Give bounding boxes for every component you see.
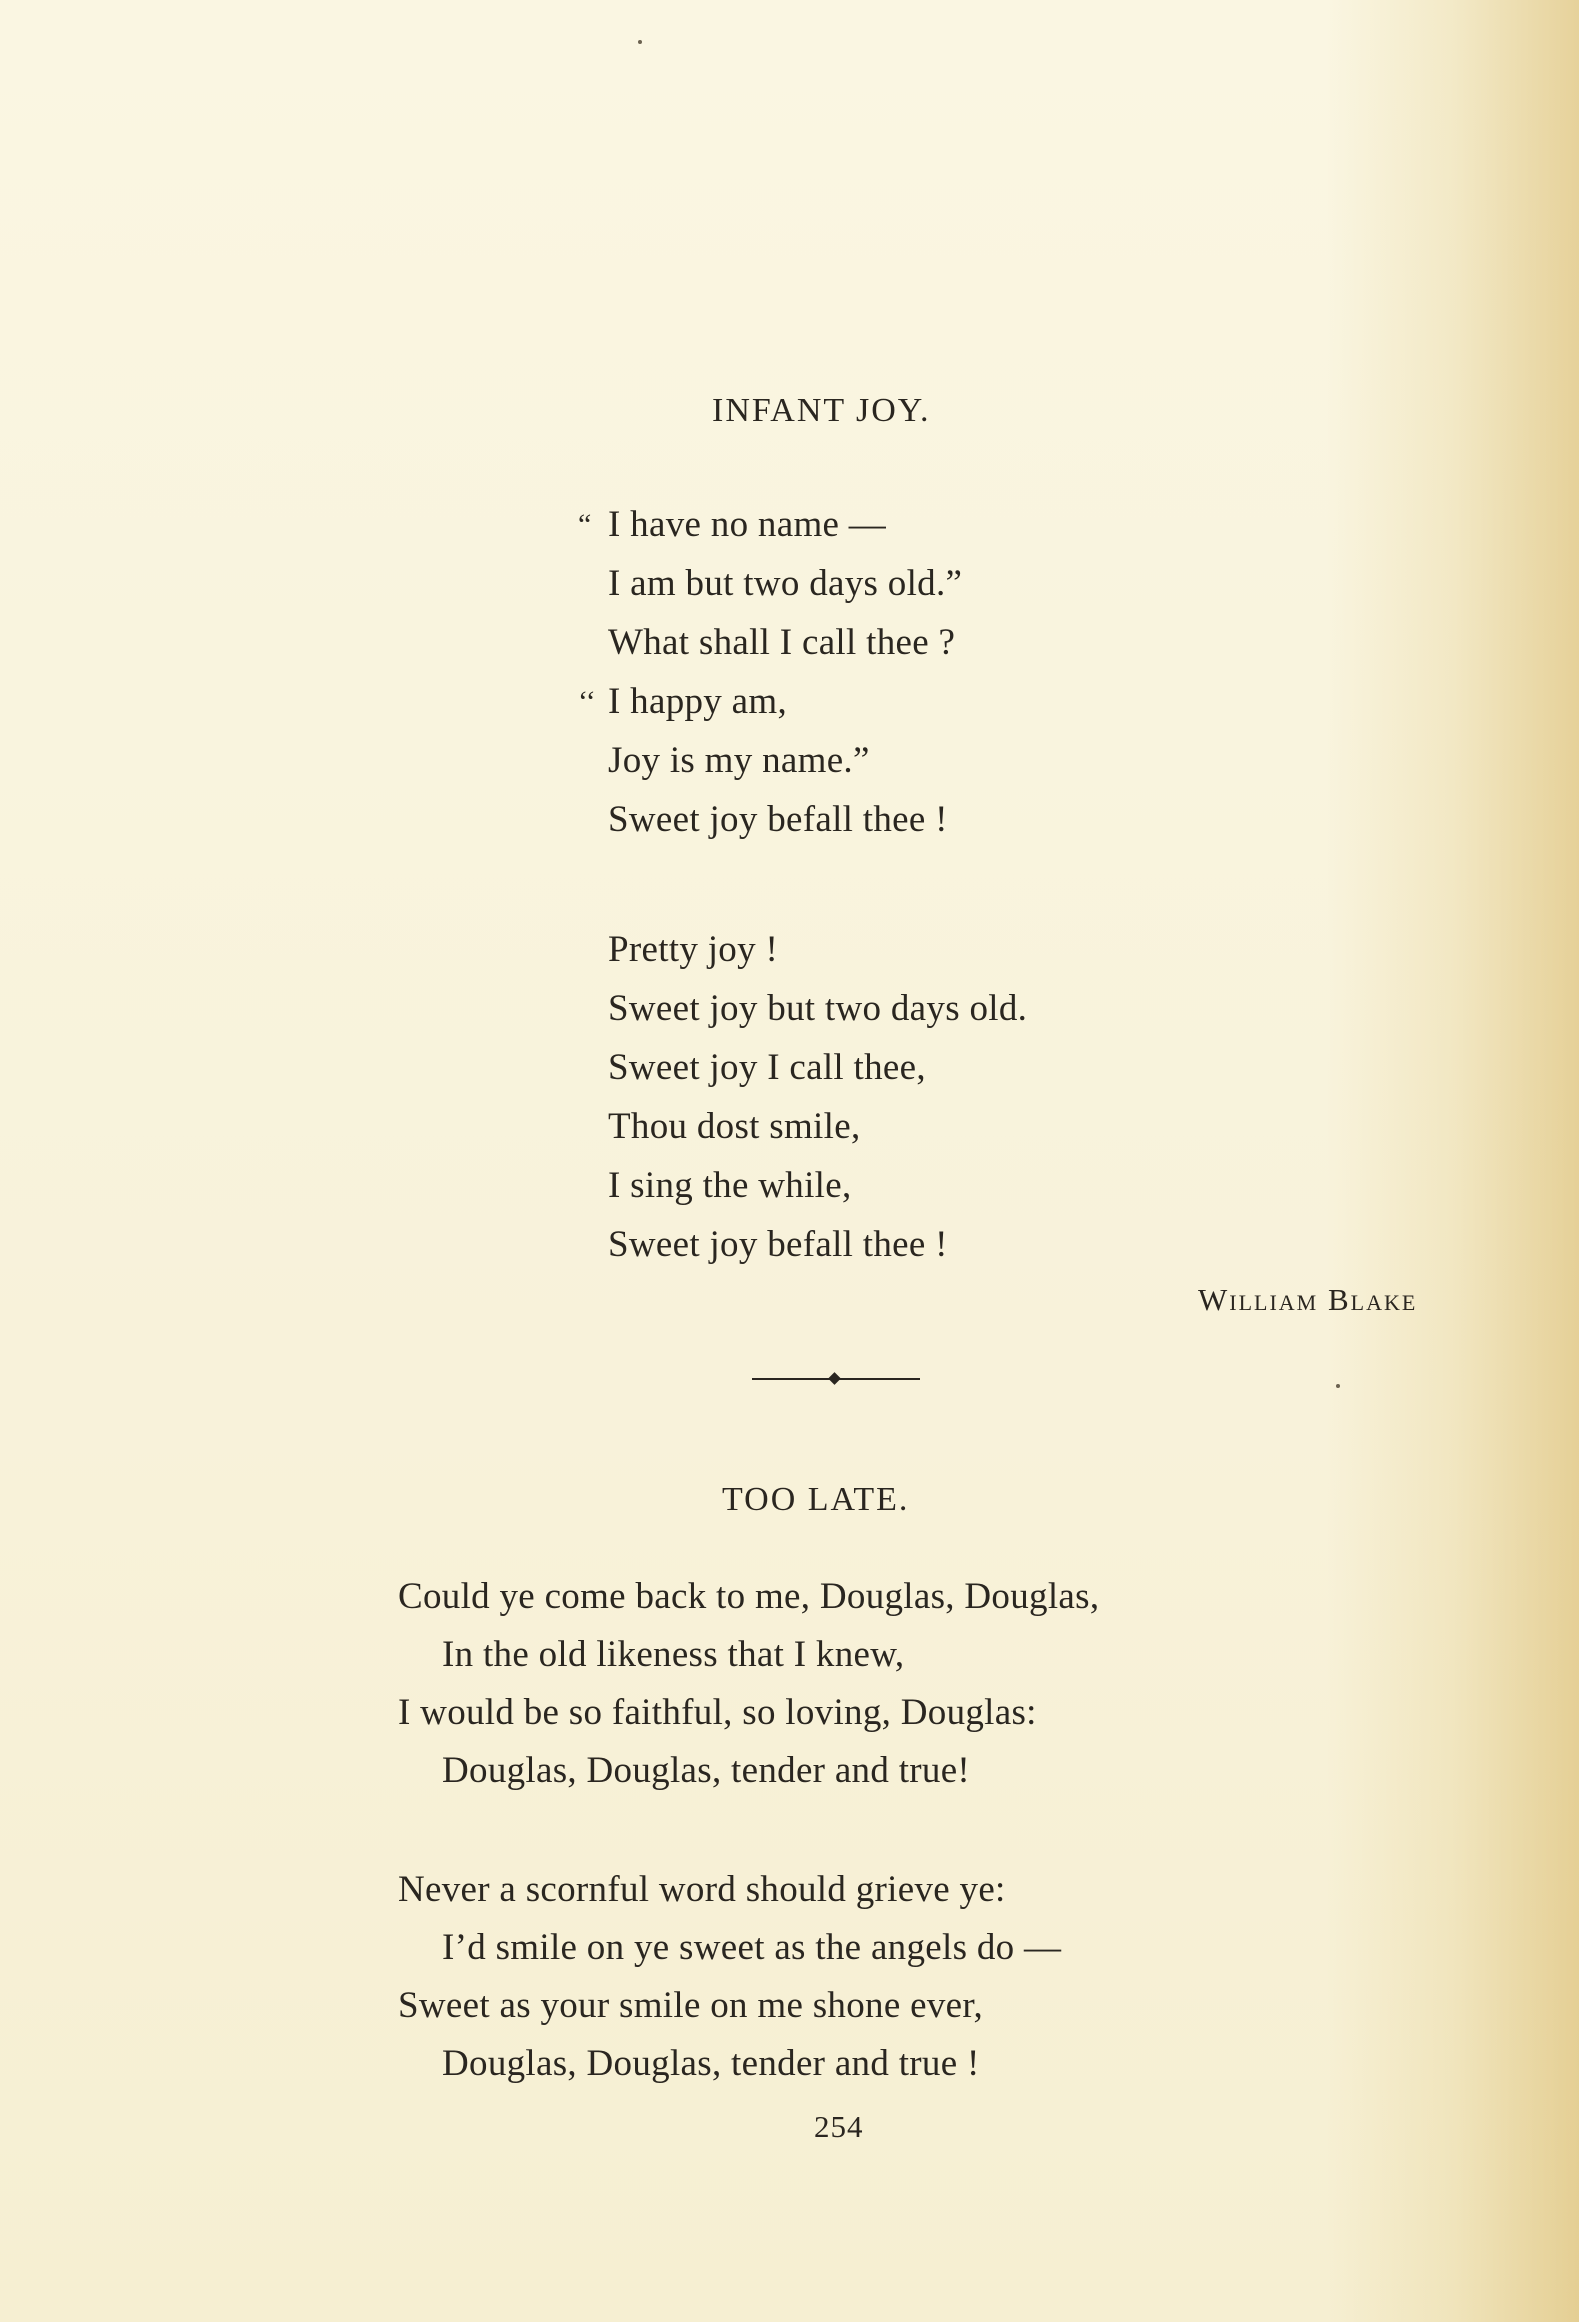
poem-line: Sweet joy befall thee ! [608,1224,948,1265]
open-quote-mark: “ [578,508,592,541]
poem-line: In the old likeness that I knew, [442,1634,905,1675]
poem-author: William Blake [1198,1282,1418,1317]
ink-speck [1336,1384,1340,1388]
poem-line: I am but two days old.” [608,563,963,604]
poem-line: Thou dost smile, [608,1106,861,1147]
poem-line: Never a scornful word should grieve ye: [398,1869,1006,1910]
poem-line: Sweet joy but two days old. [608,988,1028,1029]
poem-title-too-late: TOO LATE. [722,1481,910,1518]
poem-line: What shall I call thee ? [608,622,956,663]
section-divider [752,1372,920,1386]
poem-line: Douglas, Douglas, tender and true ! [442,2043,980,2084]
poem-line: I happy am, [608,681,787,722]
ink-speck [638,40,642,44]
poem-line: Sweet joy befall thee ! [608,799,948,840]
page-number: 254 [814,2109,864,2144]
poem-line: Could ye come back to me, Douglas, Douglas, [398,1576,1100,1617]
poem-line: Sweet joy I call thee, [608,1047,926,1088]
poem-line: Pretty joy ! [608,929,779,970]
poem-line: Douglas, Douglas, tender and true! [442,1750,971,1791]
poem-line: Joy is my name.” [608,740,870,781]
poem-line: I would be so faithful, so loving, Douglas: [398,1692,1037,1733]
poem-line: I have no name — [608,504,887,545]
open-quote-mark: ‘‘ [578,685,596,718]
poem-line: Sweet as your smile on me shone ever, [398,1985,984,2026]
poem-line: I sing the while, [608,1165,852,1206]
poem-title-infant-joy: INFANT JOY. [712,392,931,429]
poem-line: I’d smile on ye sweet as the angels do — [442,1927,1062,1968]
